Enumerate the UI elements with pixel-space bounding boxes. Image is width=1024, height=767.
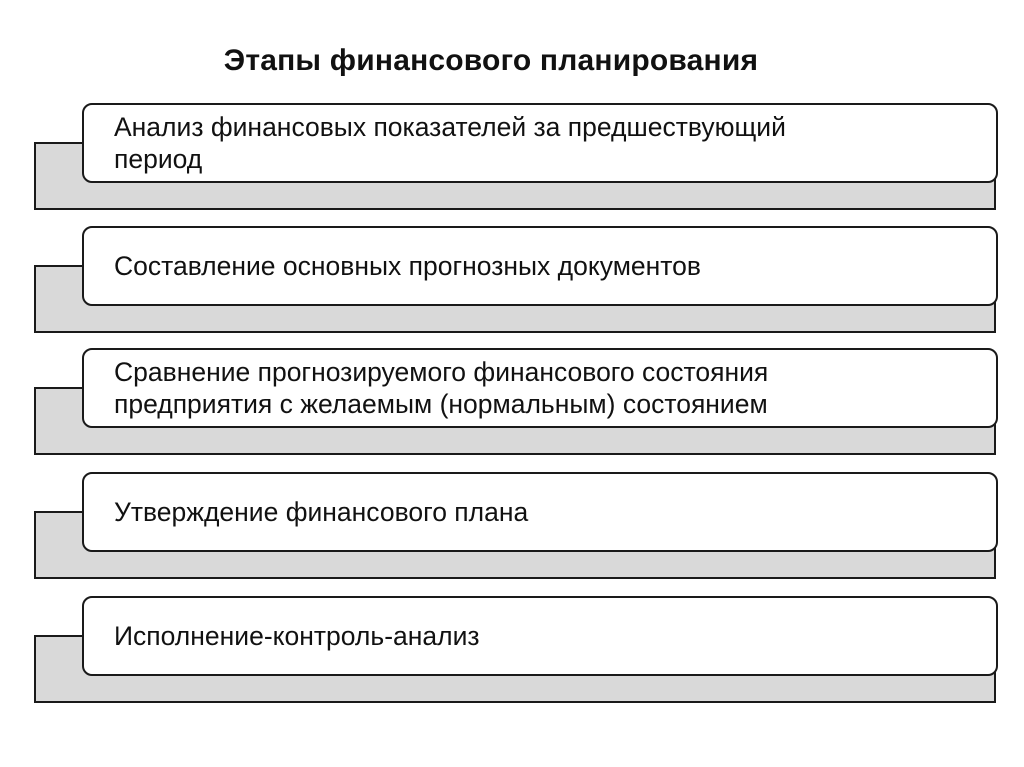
stage-5-box [82,596,998,676]
stage-4 [0,472,1024,582]
stage-2-label: Составление основных прогнозных документов [114,251,701,281]
stage-2 [0,226,1024,336]
stage-1 [0,103,1024,213]
stage-4-box [82,472,998,552]
stage-3-box [82,348,998,428]
stage-5-label: Исполнение-контроль-анализ [114,621,480,651]
stage-3-label: Сравнение прогнозируемого финансового состояния предприятия с желаемым (нормальным) состоянием [114,357,769,419]
stage-1-label: Анализ финансовых показателей за предшествующий период [114,112,786,174]
diagram-title: Этапы финансового планирования [223,44,759,77]
stage-4-label: Утверждение финансового плана [114,497,529,527]
stage-5 [0,596,1024,706]
stage-2-box [82,226,998,306]
stage-3 [0,348,1024,458]
stage-1-box [82,103,998,183]
